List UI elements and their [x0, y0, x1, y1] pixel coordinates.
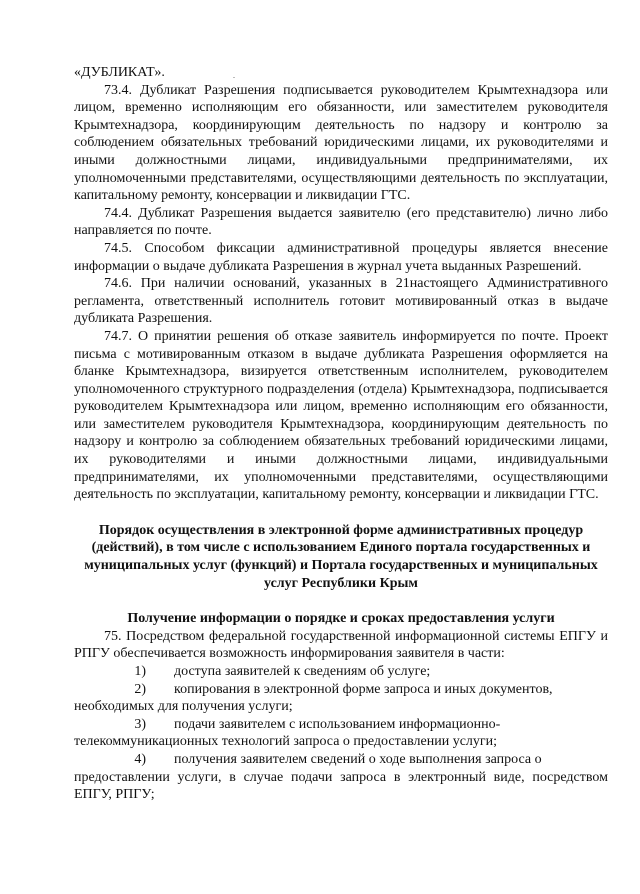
list-item [74, 681, 608, 716]
list-item-number: 4) [134, 751, 146, 767]
document-page [74, 64, 608, 804]
list-item [74, 663, 608, 681]
list-item [74, 716, 608, 751]
list-item-number: 1) [134, 664, 146, 679]
sub-heading: Получение информации о порядке и сроках предоставления услуги [127, 611, 555, 627]
lead-line: «ДУБЛИКАТ». [74, 65, 165, 80]
paragraph-73-4: 73.4. Дубликат Разрешения подписывается руководителем Крымтехнадзора или лицом, временно исполняющим его обязанности, или заместителем руководителя Крымтехнадзора, координирующим деятельность по надзору и контролю за соблюдением обязательных требований юридическими лицами, их руководителями и иными должностными лицами, индивидуальными предпринимателями, их уполномоченными представителями, осуществляющими деятельность по эксплуатации, капитальному ремонту, консервации и ликвидации ГТС. [74, 82, 608, 204]
list-item-text: доступа заявителей к сведениям об услуге; [174, 664, 431, 679]
list-item-text: подачи заявителем с использованием информационно- [174, 716, 501, 732]
paragraph-75: 75. Посредством федеральной государственной информационной системы ЕПГУ и РПГУ обеспечивается возможность информирования заявителя в части: [74, 628, 608, 662]
list-item [74, 751, 608, 804]
paragraph-74-7: 74.7. О принятии решения об отказе заявитель информируется по почте. Проект письма с мотивированным отказом в выдаче дубликата Разрешения оформляется на бланке Крымтехнадзора, визируется ответственным исполнителем, руководителем уполномоченного структурного подразделения (отдела) Крымтехнадзора, подписывается руководителем Крымтехнадзора или лицом, временно исполняющим его обязанности, или заместителем руководителя Крымтехнадзора, координирующим деятельность по надзору и контролю за соблюдением обязательных требований юридическими лицами, их руководителями и иными должностными лицами, индивидуальными предпринимателями, их уполномоченными представителями, осуществляющими деятельность по эксплуатации, капитальному ремонту, консервации и ликвидации ГТС. [74, 328, 608, 503]
paragraph-74-6: 74.6. При наличии оснований, указанных в 21настоящего Административного регламента, ответственный исполнитель готовит мотивированный отказ в выдаче дубликата Разрешения. [74, 276, 608, 327]
list-item-number: 2) [134, 681, 146, 697]
section-heading: Порядок осуществления в электронной форме административных процедур (действий), в том числе с использованием Единого портала государственных и муниципальных услуг (функций) и Портала государственных и муниципальных услуг Республики Крым [84, 522, 598, 591]
list-item-text: получения заявителем сведений о ходе выполнения запроса о [174, 751, 542, 767]
paragraph-74-5: 74.5. Способом фиксации административной процедуры является внесение информации о выдаче дубликата Разрешения в журнал учета выданных Разрешений. [74, 240, 608, 274]
list-item-number: 3) [134, 716, 146, 732]
list-item-continuation: необходимых для получения услуги; [74, 699, 293, 715]
list-item-continuation: телекоммуникационных технологий запроса о предоставлении услуги; [74, 734, 498, 750]
list-item-text: копирования в электронной форме запроса и иных документов, [174, 681, 553, 697]
paragraph-74-4: 74.4. Дубликат Разрешения выдается заявителю (его представителю) лично либо направляется по почте. [74, 205, 608, 239]
list-item-continuation: предоставлении услуги, в случае подачи запроса в электронный виде, посредством ЕПГУ, РПГУ; [74, 769, 608, 803]
